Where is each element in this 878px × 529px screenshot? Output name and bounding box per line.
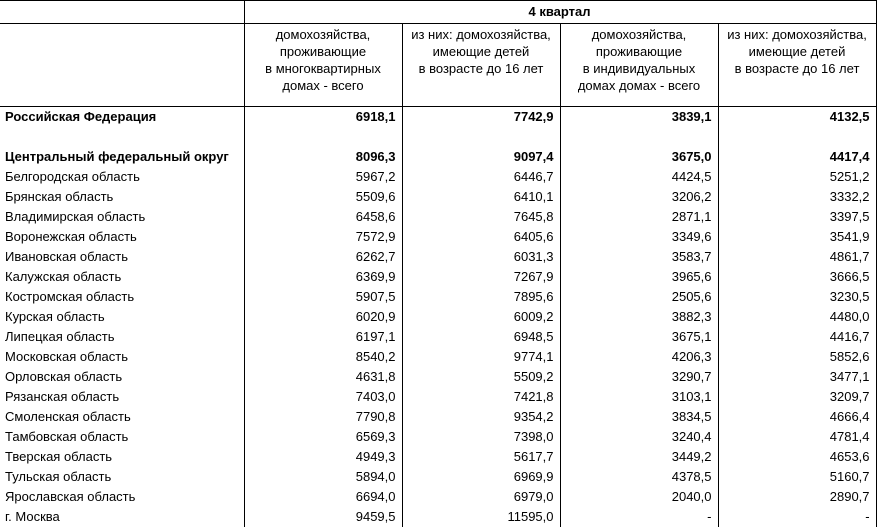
region-name-cell[interactable]: Ярославская область bbox=[0, 487, 244, 507]
row-label-header bbox=[0, 24, 244, 107]
value-cell-col-2[interactable]: 6009,2 bbox=[402, 307, 560, 327]
table-row bbox=[0, 147, 876, 167]
value-cell-col-2[interactable]: 6969,9 bbox=[402, 467, 560, 487]
value-cell-col-2[interactable]: 6446,7 bbox=[402, 167, 560, 187]
region-name-cell[interactable]: Липецкая область bbox=[0, 327, 244, 347]
value-cell-col-3[interactable]: 3290,7 bbox=[560, 367, 718, 387]
value-cell-col-3[interactable]: 4206,3 bbox=[560, 347, 718, 367]
value-cell-col-4[interactable]: 4781,4 bbox=[718, 427, 876, 447]
value-cell-col-1[interactable]: 6262,7 bbox=[244, 247, 402, 267]
table-row bbox=[0, 407, 876, 427]
value-cell-col-4[interactable]: 4132,5 bbox=[718, 107, 876, 128]
value-cell-col-1[interactable]: 5967,2 bbox=[244, 167, 402, 187]
region-name-cell[interactable]: Смоленская область bbox=[0, 407, 244, 427]
value-cell-col-4[interactable]: 3397,5 bbox=[718, 207, 876, 227]
value-cell-col-2[interactable]: 7645,8 bbox=[402, 207, 560, 227]
table-row bbox=[0, 247, 876, 267]
value-cell-col-1[interactable]: 5907,5 bbox=[244, 287, 402, 307]
value-cell-col-1[interactable]: 6694,0 bbox=[244, 487, 402, 507]
value-cell-col-4[interactable]: 4666,4 bbox=[718, 407, 876, 427]
value-cell-col-1[interactable]: 6369,9 bbox=[244, 267, 402, 287]
value-cell-col-3[interactable]: 3449,2 bbox=[560, 447, 718, 467]
column-header-4[interactable]: из них: домохозяйства, имеющие детей в возрасте до 16 лет bbox=[718, 24, 876, 107]
region-name-cell[interactable]: Рязанская область bbox=[0, 387, 244, 407]
region-name-cell[interactable]: Ивановская область bbox=[0, 247, 244, 267]
region-name-cell[interactable]: Орловская область bbox=[0, 367, 244, 387]
value-cell-col-1[interactable]: 8096,3 bbox=[244, 147, 402, 167]
value-cell-col-3[interactable]: 2505,6 bbox=[560, 287, 718, 307]
value-cell-col-2[interactable]: 6031,3 bbox=[402, 247, 560, 267]
region-name-cell[interactable]: Тульская область bbox=[0, 467, 244, 487]
table-row bbox=[0, 267, 876, 287]
value-cell-col-2[interactable]: 9354,2 bbox=[402, 407, 560, 427]
value-cell-col-3[interactable]: 3349,6 bbox=[560, 227, 718, 247]
value-cell-col-1[interactable]: 7403,0 bbox=[244, 387, 402, 407]
column-header-row bbox=[0, 24, 876, 107]
value-cell-col-1[interactable]: 7572,9 bbox=[244, 227, 402, 247]
value-cell-col-2[interactable]: 5617,7 bbox=[402, 447, 560, 467]
value-cell-col-4[interactable]: 3666,5 bbox=[718, 267, 876, 287]
value-cell-col-3[interactable]: 3206,2 bbox=[560, 187, 718, 207]
value-cell-col-1[interactable]: 5894,0 bbox=[244, 467, 402, 487]
value-cell-col-2[interactable]: 6410,1 bbox=[402, 187, 560, 207]
region-name-cell[interactable]: Российская Федерация bbox=[0, 107, 244, 128]
value-cell-col-3[interactable]: 3834,5 bbox=[560, 407, 718, 427]
table-row bbox=[0, 447, 876, 467]
value-cell-col-4[interactable]: 3209,7 bbox=[718, 387, 876, 407]
value-cell-col-1[interactable]: 6569,3 bbox=[244, 427, 402, 447]
region-name-cell[interactable] bbox=[0, 127, 244, 147]
value-cell-col-3[interactable]: 4378,5 bbox=[560, 467, 718, 487]
value-cell-col-1[interactable] bbox=[244, 127, 402, 147]
value-cell-col-3[interactable]: 3103,1 bbox=[560, 387, 718, 407]
region-name-cell[interactable]: г. Москва bbox=[0, 507, 244, 527]
value-cell-col-3[interactable]: 3675,1 bbox=[560, 327, 718, 347]
value-cell-col-2[interactable]: 6405,6 bbox=[402, 227, 560, 247]
region-name-cell[interactable]: Центральный федеральный округ bbox=[0, 147, 244, 167]
value-cell-col-1[interactable]: 6197,1 bbox=[244, 327, 402, 347]
region-name-cell[interactable]: Костромская область bbox=[0, 287, 244, 307]
value-cell-col-2[interactable]: 7267,9 bbox=[402, 267, 560, 287]
value-cell-col-2[interactable] bbox=[402, 127, 560, 147]
table-row bbox=[0, 307, 876, 327]
value-cell-col-2[interactable]: 7742,9 bbox=[402, 107, 560, 128]
value-cell-col-1[interactable]: 7790,8 bbox=[244, 407, 402, 427]
value-cell-col-4[interactable]: 3477,1 bbox=[718, 367, 876, 387]
value-cell-col-1[interactable]: 8540,2 bbox=[244, 347, 402, 367]
value-cell-col-2[interactable]: 9097,4 bbox=[402, 147, 560, 167]
value-cell-col-3[interactable]: 3675,0 bbox=[560, 147, 718, 167]
column-header-1[interactable]: домохозяйства, проживающие в многоквартирных домах - всего bbox=[244, 24, 402, 107]
value-cell-col-2[interactable]: 6979,0 bbox=[402, 487, 560, 507]
value-cell-col-4[interactable]: 4417,4 bbox=[718, 147, 876, 167]
value-cell-col-2[interactable]: 11595,0 bbox=[402, 507, 560, 527]
column-header-2[interactable]: из них: домохозяйства, имеющие детей в возрасте до 16 лет bbox=[402, 24, 560, 107]
value-cell-col-4[interactable]: 3230,5 bbox=[718, 287, 876, 307]
value-cell-col-1[interactable]: 4949,3 bbox=[244, 447, 402, 467]
region-name-cell[interactable]: Воронежская область bbox=[0, 227, 244, 247]
table-row bbox=[0, 367, 876, 387]
value-cell-col-4[interactable]: 5251,2 bbox=[718, 167, 876, 187]
value-cell-col-2[interactable]: 6948,5 bbox=[402, 327, 560, 347]
value-cell-col-3[interactable]: 2871,1 bbox=[560, 207, 718, 227]
quarter-header-row bbox=[0, 1, 876, 24]
value-cell-col-1[interactable]: 4631,8 bbox=[244, 367, 402, 387]
value-cell-col-1[interactable]: 6458,6 bbox=[244, 207, 402, 227]
value-cell-col-3[interactable]: 3240,4 bbox=[560, 427, 718, 447]
value-cell-col-2[interactable]: 7421,8 bbox=[402, 387, 560, 407]
table-row bbox=[0, 387, 876, 407]
value-cell-col-4[interactable]: 4416,7 bbox=[718, 327, 876, 347]
value-cell-col-4[interactable] bbox=[718, 127, 876, 147]
table-row bbox=[0, 227, 876, 247]
table-row bbox=[0, 327, 876, 347]
region-name-cell[interactable]: Калужская область bbox=[0, 267, 244, 287]
value-cell-col-4[interactable]: 4480,0 bbox=[718, 307, 876, 327]
table-row bbox=[0, 467, 876, 487]
value-cell-col-4[interactable]: - bbox=[718, 507, 876, 527]
value-cell-col-3[interactable]: 3965,6 bbox=[560, 267, 718, 287]
region-name-cell[interactable]: Московская область bbox=[0, 347, 244, 367]
value-cell-col-2[interactable]: 9774,1 bbox=[402, 347, 560, 367]
table-row bbox=[0, 487, 876, 507]
table-row bbox=[0, 347, 876, 367]
value-cell-col-4[interactable]: 2890,7 bbox=[718, 487, 876, 507]
table-row bbox=[0, 187, 876, 207]
value-cell-col-2[interactable]: 5509,2 bbox=[402, 367, 560, 387]
value-cell-col-4[interactable]: 4653,6 bbox=[718, 447, 876, 467]
spacer-row bbox=[0, 127, 876, 147]
table-row bbox=[0, 507, 876, 527]
table-row bbox=[0, 287, 876, 307]
value-cell-col-4[interactable]: 3332,2 bbox=[718, 187, 876, 207]
value-cell-col-4[interactable]: 4861,7 bbox=[718, 247, 876, 267]
column-header-3[interactable]: домохозяйства, проживающие в индивидуальных домах домах - всего bbox=[560, 24, 718, 107]
value-cell-col-4[interactable]: 5852,6 bbox=[718, 347, 876, 367]
value-cell-col-1[interactable]: 5509,6 bbox=[244, 187, 402, 207]
value-cell-col-4[interactable]: 3541,9 bbox=[718, 227, 876, 247]
region-name-cell[interactable]: Владимирская область bbox=[0, 207, 244, 227]
value-cell-col-3[interactable]: 3583,7 bbox=[560, 247, 718, 267]
table-row bbox=[0, 107, 876, 128]
value-cell-col-2[interactable]: 7398,0 bbox=[402, 427, 560, 447]
table-row bbox=[0, 207, 876, 227]
value-cell-col-3[interactable] bbox=[560, 127, 718, 147]
table-row bbox=[0, 427, 876, 447]
header-blank-cell bbox=[0, 1, 244, 24]
value-cell-col-3[interactable]: - bbox=[560, 507, 718, 527]
region-name-cell[interactable]: Курская область bbox=[0, 307, 244, 327]
value-cell-col-1[interactable]: 9459,5 bbox=[244, 507, 402, 527]
value-cell-col-2[interactable]: 7895,6 bbox=[402, 287, 560, 307]
region-name-cell[interactable]: Тверская область bbox=[0, 447, 244, 467]
region-name-cell[interactable]: Белгородская область bbox=[0, 167, 244, 187]
value-cell-col-3[interactable]: 3839,1 bbox=[560, 107, 718, 128]
value-cell-col-1[interactable]: 6020,9 bbox=[244, 307, 402, 327]
region-name-cell[interactable]: Брянская область bbox=[0, 187, 244, 207]
value-cell-col-1[interactable]: 6918,1 bbox=[244, 107, 402, 128]
table-row bbox=[0, 167, 876, 187]
region-name-cell[interactable]: Тамбовская область bbox=[0, 427, 244, 447]
value-cell-col-4[interactable]: 5160,7 bbox=[718, 467, 876, 487]
value-cell-col-3[interactable]: 2040,0 bbox=[560, 487, 718, 507]
quarter-header[interactable]: 4 квартал bbox=[244, 1, 876, 24]
table-body bbox=[0, 107, 876, 528]
value-cell-col-3[interactable]: 3882,3 bbox=[560, 307, 718, 327]
value-cell-col-3[interactable]: 4424,5 bbox=[560, 167, 718, 187]
